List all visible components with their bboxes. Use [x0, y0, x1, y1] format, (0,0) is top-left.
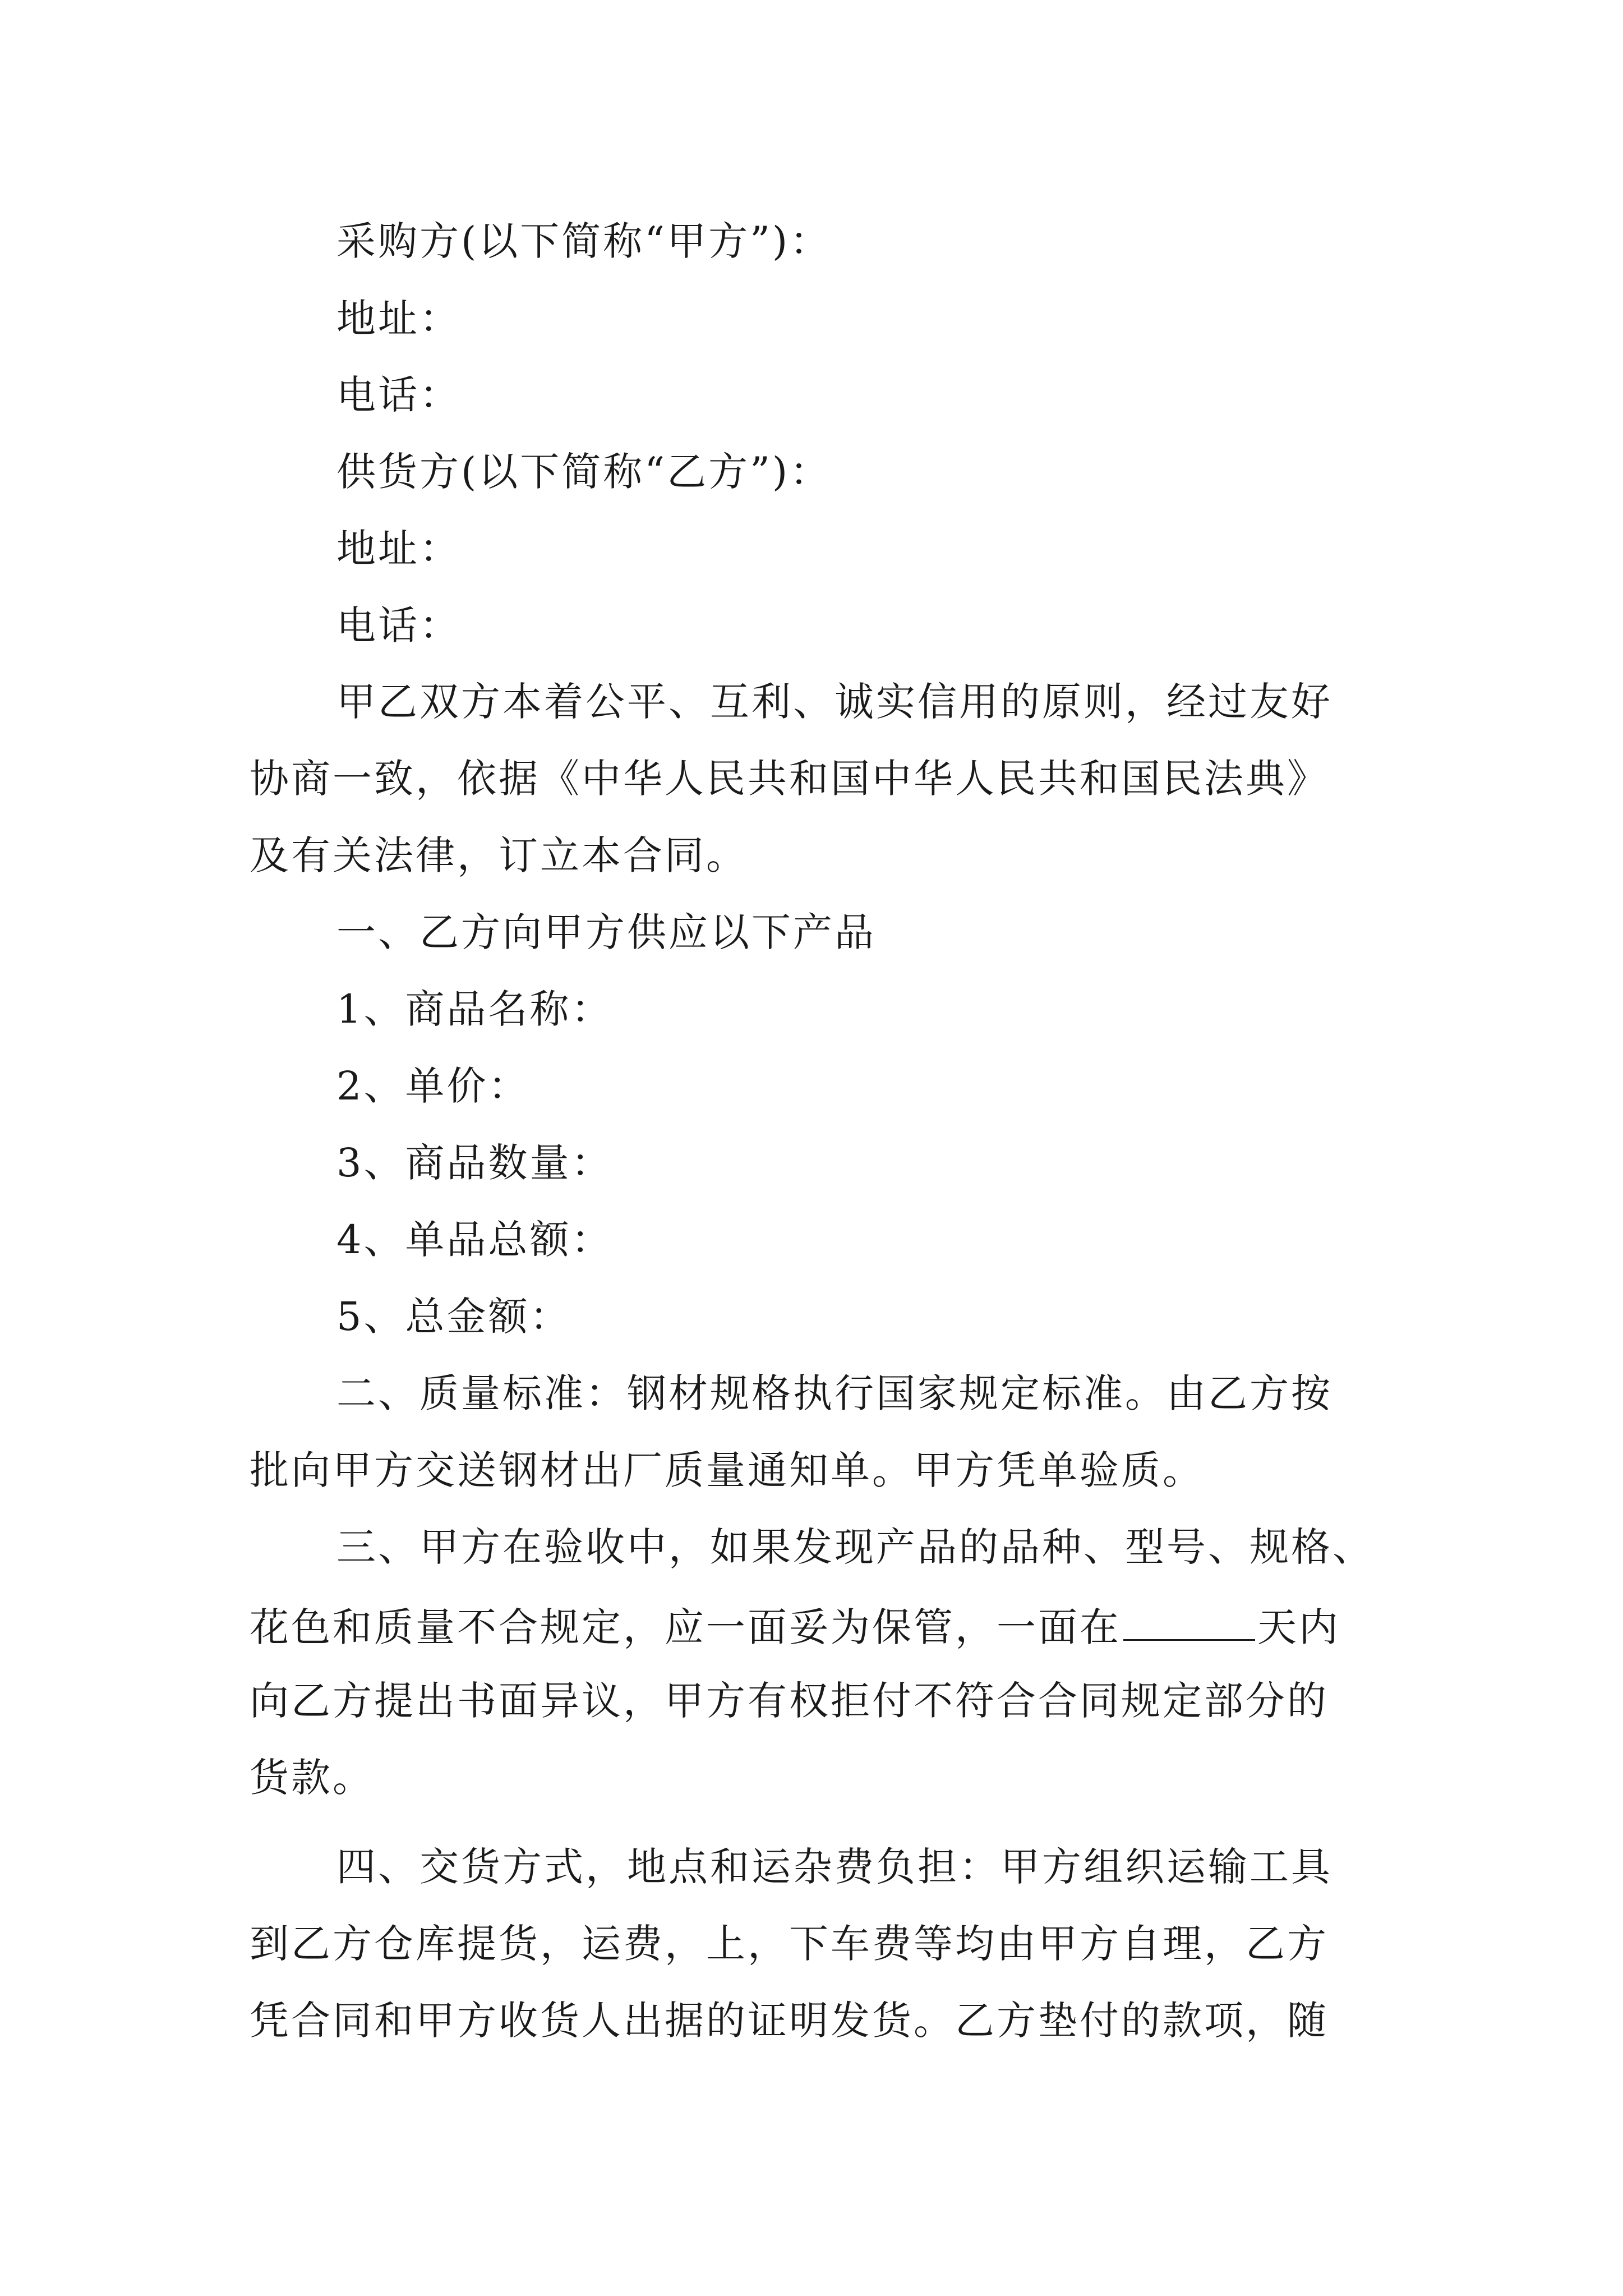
preamble-line-1: 甲乙双方本着公平、互利、诚实信用的原则，经过友好	[336, 679, 1332, 725]
preamble-line-3: 及有关法律，订立本合同。	[250, 832, 748, 878]
section-3-line-2-before: 花色和质量不合规定，应一面妥为保管，一面在	[250, 1604, 1121, 1650]
seller-phone: 电话：	[336, 602, 461, 648]
section-3-line-1: 三、甲方在验收中，如果发现产品的品种、型号、规格、	[336, 1524, 1374, 1570]
buyer-label: 采购方(以下简称“甲方”)：	[336, 218, 832, 264]
section-2-line-2: 批向甲方交送钢材出厂质量通知单。甲方凭单验质。	[250, 1447, 1204, 1493]
section-3-line-3: 向乙方提出书面异议，甲方有权拒付不符合合同规定部分的	[250, 1678, 1329, 1724]
section-4-line-1: 四、交货方式，地点和运杂费负担：甲方组织运输工具	[336, 1844, 1332, 1890]
section-3-line-2	[250, 1604, 1340, 1650]
section-1-item: 4、单品总额：	[336, 1217, 613, 1263]
buyer-address: 地址：	[336, 296, 461, 342]
buyer-phone: 电话：	[336, 372, 461, 418]
seller-label: 供货方(以下简称“乙方”)：	[336, 449, 832, 495]
section-1-item: 2、单价：	[336, 1063, 530, 1109]
section-3-line-4: 货款。	[250, 1755, 374, 1801]
section-2-line-1: 二、质量标准：钢材规格执行国家规定标准。由乙方按	[336, 1370, 1332, 1416]
section-3-line-2-after: 天内	[1257, 1604, 1340, 1650]
section-1-item: 3、商品数量：	[336, 1140, 613, 1186]
section-1-item: 5、总金额：	[336, 1294, 571, 1340]
section-4-line-2: 到乙方仓库提货，运费，上，下车费等均由甲方自理，乙方	[250, 1921, 1329, 1967]
days-blank	[1123, 1604, 1255, 1641]
section-1-heading: 一、乙方向甲方供应以下产品	[336, 909, 876, 955]
seller-address: 地址：	[336, 526, 461, 572]
preamble-line-2: 协商一致，依据《中华人民共和国中华人民共和国民法典》	[250, 756, 1329, 802]
section-1-item: 1、商品名称：	[336, 986, 613, 1032]
section-4-line-3: 凭合同和甲方收货人出据的证明发货。乙方垫付的款项，随	[250, 1998, 1329, 2044]
